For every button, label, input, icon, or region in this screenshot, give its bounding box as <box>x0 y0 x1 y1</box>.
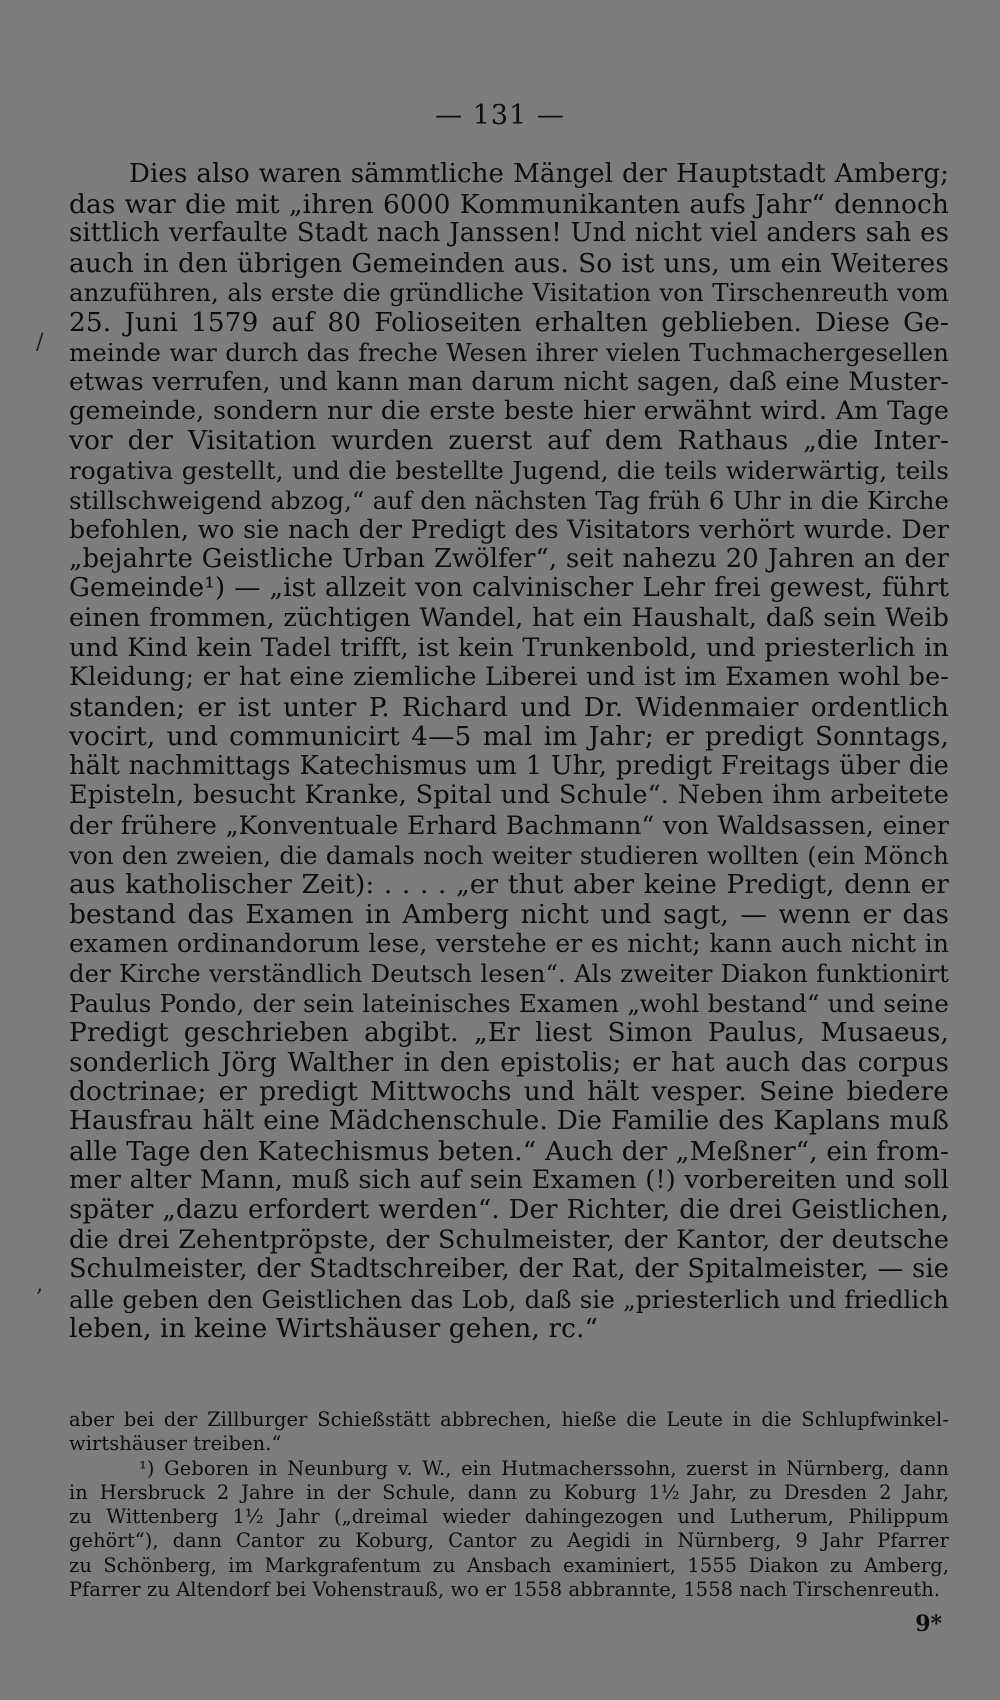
footnote-line: gehört“), dann Cantor zu Koburg, Cantor zu Aegidi in Nürnberg, 9 Jahr Pfarrer <box>69 1529 949 1553</box>
text-line: Hausfrau hält eine Mädchenschule. Die Familie des Kaplans muß <box>69 1106 949 1136</box>
text-line: examen ordinandorum lese, verstehe er es nicht; kann auch nicht in <box>69 929 949 959</box>
text-line: Kleidung; er hat eine ziemliche Liberei und ist im Examen wohl be- <box>69 662 949 693</box>
text-line: später „dazu erfordert werden“. Der Richter, die drei Geistlichen, <box>69 1194 949 1225</box>
signature-mark: 9* <box>915 1611 942 1637</box>
main-text <box>69 160 949 1344</box>
text-line: bestand das Examen in Amberg nicht und sagt, — wenn er das <box>69 898 949 930</box>
text-line: doctrinae; er predigt Mittwochs und hält vesper. Seine biedere <box>69 1076 949 1108</box>
text-line: vor der Visitation wurden zuerst auf dem Rathaus „die Inter- <box>69 425 949 457</box>
text-line: der Kirche verständlich Deutsch lesen“. Als zweiter Diakon funktionirt <box>69 959 949 989</box>
text-line: sittlich verfaulte Stadt nach Janssen! Und nicht viel anders sah es <box>69 218 949 249</box>
margin-mark: ‚ <box>36 1272 43 1297</box>
footnote-line: zu Wittenberg 1½ Jahr („dreimal wieder dahingezogen und Lutherum, Philippum <box>69 1505 949 1529</box>
footnotes <box>69 1408 949 1602</box>
text-line: Paulus Pondo, der sein lateinisches Examen „wohl bestand“ und seine <box>69 988 949 1018</box>
text-line: Gemeinde¹) — „ist allzeit von calvinischer Lehr frei gewest, führt <box>69 573 949 604</box>
text-line: 25. Juni 1579 auf 80 Folioseiten erhalten geblieben. Diese Ge- <box>69 306 949 338</box>
footnote-line: zu Schönberg, im Markgrafentum zu Ansbach examiniert, 1555 Diakon zu Amberg, <box>69 1553 949 1577</box>
text-line: Schulmeister, der Stadtschreiber, der Rat, der Spitalmeister, — sie <box>69 1253 949 1284</box>
text-line: aus katholischer Zeit): . . . . „er thut aber keine Predigt, denn er <box>69 869 949 901</box>
text-line: „bejahrte Geistliche Urban Zwölfer“, seit nahezu 20 Jahren an der <box>69 543 949 574</box>
text-line: und Kind kein Tadel trifft, ist kein Trunkenbold, und priesterlich in <box>69 632 949 663</box>
text-line: etwas verrufen, und kann man darum nicht sagen, daß eine Muster- <box>69 367 949 397</box>
footnote-line: aber bei der Zillburger Schießstätt abbrechen, hieße die Leute in die Schlupfwinkel- <box>69 1408 949 1431</box>
text-line: anzuführen, als erste die gründliche Visitation von Tirschenreuth vom <box>69 278 949 308</box>
text-line: sonderlich Jörg Walther in den epistolis; er hat auch das corpus <box>69 1046 949 1078</box>
text-line: alle geben den Geistlichen das Lob, daß sie „priesterlich und friedlich <box>69 1284 949 1314</box>
text-line: von den zweien, die damals noch weiter studieren wollten (ein Mönch <box>69 840 949 870</box>
footnote-line: wirtshäuser treiben.“ <box>69 1432 282 1456</box>
footnote-line: in Hersbruck 2 Jahre in der Schule, dann zu Koburg 1½ Jahr, zu Dresden 2 Jahr, <box>69 1480 949 1504</box>
text-line: alle Tage den Katechismus beten.“ Auch der „Meßner“, ein from- <box>69 1135 949 1167</box>
page-number: — 131 — <box>435 100 565 131</box>
text-line: meinde war durch das freche Wesen ihrer vielen Tuchmachergesellen <box>69 337 949 367</box>
text-line: Dies also waren sämmtliche Mängel der Hauptstadt Amberg; <box>129 159 949 189</box>
text-line: vocirt, und communicirt 4—5 mal im Jahr; er predigt Sonntags, <box>69 721 949 753</box>
text-line: gemeinde, sondern nur die erste beste hier erwähnt wird. Am Tage <box>69 395 949 426</box>
text-line: hält nachmittags Katechismus um 1 Uhr, predigt Freitags über die <box>69 750 949 781</box>
text-line: standen; er ist unter P. Richard und Dr. Widenmaier ordentlich <box>69 691 949 723</box>
text-line: rogativa gestellt, und die bestellte Jugend, die teils widerwärtig, teils <box>69 455 949 485</box>
text-line: befohlen, wo sie nach der Predigt des Visitators verhört wurde. Der <box>69 515 949 545</box>
footnote-line: Pfarrer zu Altendorf bei Vohenstrauß, wo er 1558 abbrannte, 1558 nach Tirschenreuth. <box>69 1578 941 1602</box>
text-line: Predigt geschrieben abgibt. „Er liest Simon Paulus, Musaeus, <box>69 1017 949 1049</box>
text-line: stillschweigend abzog,“ auf den nächsten Tag früh 6 Uhr in die Kirche <box>69 485 949 515</box>
text-line: auch in den übrigen Gemeinden aus. So ist uns, um ein Weiteres <box>69 247 949 279</box>
text-line: die drei Zehentpröpste, der Schulmeister, der Kantor, der deutsche <box>69 1224 949 1255</box>
text-line: leben, in keine Wirtshäuser gehen, rc.“ <box>69 1313 599 1345</box>
footnote-line: ¹) Geboren in Neunburg v. W., ein Hutmacherssohn, zuerst in Nürnberg, dann <box>139 1456 949 1480</box>
text-line: der frühere „Konventuale Erhard Bachmann“ von Waldsassen, einer <box>69 811 949 841</box>
text-line: mer alter Mann, muß sich auf sein Examen (!) vorbereiten und soll <box>69 1165 949 1196</box>
text-line: Episteln, besucht Kranke, Spital und Schule“. Neben ihm arbeitete <box>69 780 949 811</box>
text-line: das war die mit „ihren 6000 Kommunikanten aufs Jahr“ dennoch <box>69 188 949 220</box>
text-line: einen frommen, züchtigen Wandel, hat ein Haushalt, daß sein Weib <box>69 602 949 633</box>
margin-mark: / <box>36 330 44 355</box>
